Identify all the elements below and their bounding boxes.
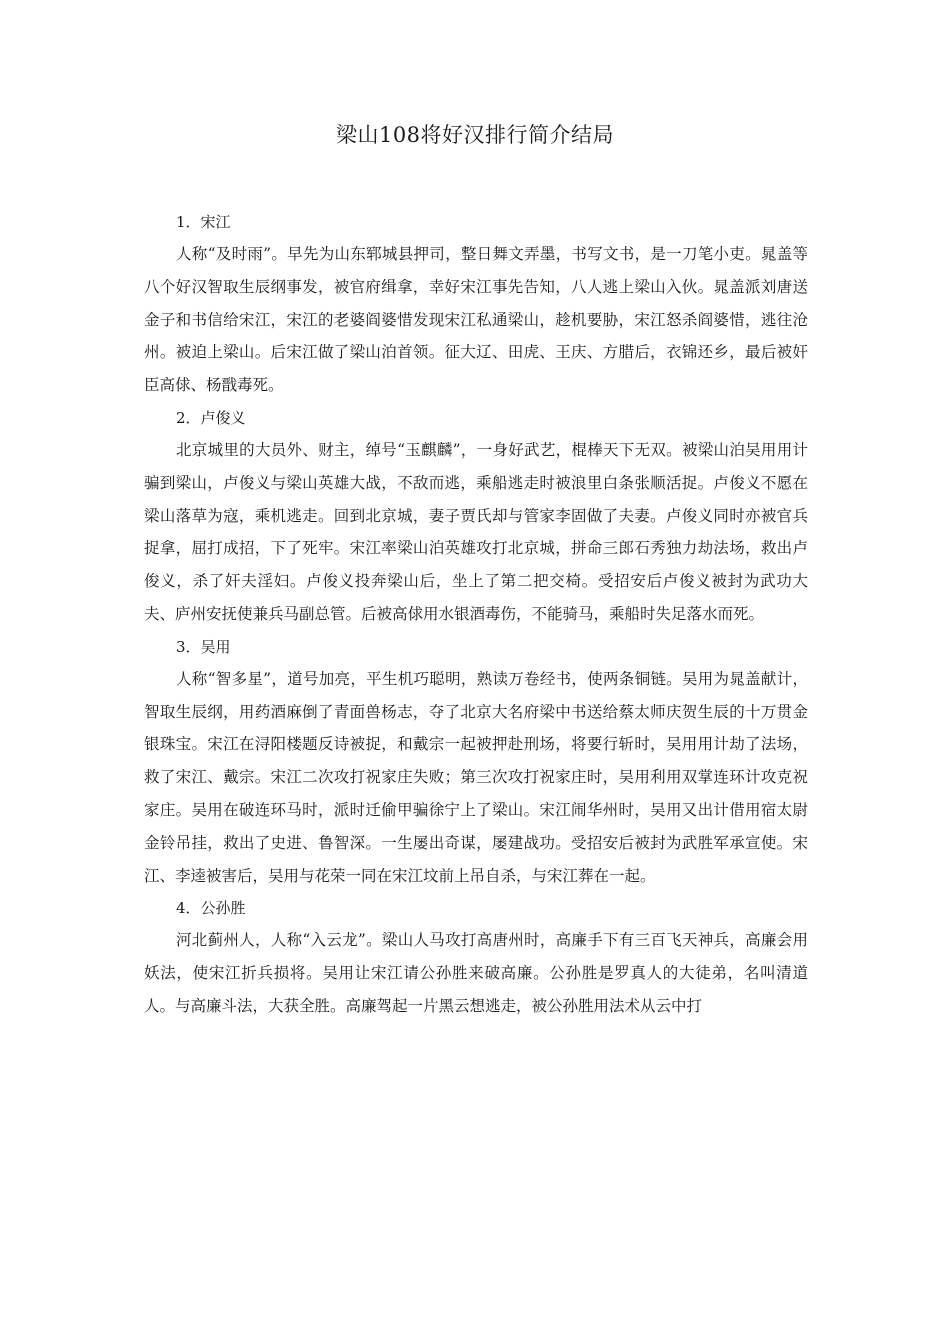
section-heading-wu-yong: 3．吴用 [176, 637, 231, 656]
section-heading-song-jiang: 1．宋江 [176, 213, 231, 231]
section-body-wu-yong: 人称“智多星”，道号加亮，平生机巧聪明，熟读万卷经书，使两条铜链。吴用为晁盖献计，智取生辰纲，用药酒麻倒了青面兽杨志，夺了北京大名府梁中书送给蔡太师庆贺生辰的十万贯金银珠宝。宋江在浔阳楼题反诗被捉，和戴宗一起被押赴刑场，将要行斩时，吴用用计劫了法场，救了宋江、戴宗。宋江二次攻打祝家庄失败；第三次攻打祝家庄时，吴用利用双掌连环计攻克祝家庄。吴用在破连环马时，派时迁偷甲骗徐宁上了梁山。宋江闹华州时，吴用又出计借用宿太尉金铃吊挂，救出了史进、鲁智深。一生屡出奇谋，屡建战功。受招安后被封为武胜军承宣使。宋江、李逵被害后，吴用与花荣一同在宋江坟前上吊自杀，与宋江葬在一起。 [144, 669, 808, 885]
section-body-gongsun-sheng: 河北蓟州人，人称“入云龙”。梁山人马攻打高唐州时，高廉手下有三百飞天神兵，高廉会用妖法，使宋江折兵损将。吴用让宋江请公孙胜来破高廉。公孙胜是罗真人的大徒弟，名叫清道人。与高廉斗法，大获全胜。高廉驾起一片黑云想逃走，被公孙胜用法术从云中打 [144, 931, 808, 1015]
section-heading-lu-junyi: 2．卢俊义 [176, 408, 246, 427]
section-body-song-jiang: 人称“及时雨”。早先为山东郓城县押司，整日舞文弄墨，书写文书，是一刀笔小吏。晁盖等八个好汉智取生辰纲事发，被官府缉拿，幸好宋江事先告知，八人逃上梁山入伙。晁盖派刘唐送金子和书信给宋江，宋江的老婆阎婆惜发现宋江私通梁山，趁机要胁，宋江怒杀阎婆惜，逃往沧州。被迫上梁山。后宋江做了梁山泊首领。征大辽、田虎、王庆、方腊后，衣锦还乡，最后被奸臣高俅、杨戬毒死。 [144, 245, 808, 395]
section-body-lu-junyi: 北京城里的大员外、财主，绰号“玉麒麟”，一身好武艺，棍棒天下无双。被梁山泊吴用用计骗到梁山，卢俊义与梁山英雄大战，不敌而逃，乘船逃走时被浪里白条张顺活捉。卢俊义不愿在梁山落草为寇，乘机逃走。回到北京城，妻子贾氏却与管家李固做了夫妻。卢俊义同时亦被官兵捉拿，屈打成招，下了死牢。宋江率梁山泊英雄攻打北京城，拼命三郎石秀独力劫法场，救出卢俊义，杀了奸夫淫妇。卢俊义投奔梁山后，坐上了第二把交椅。受招安后卢俊义被封为武功大夫、庐州安抚使兼兵马副总管。后被高俅用水银酒毒伤，不能骑马，乘船时失足落水而死。 [144, 440, 808, 623]
document-title: 梁山108将好汉排行简介结局 [335, 123, 615, 147]
document-content [144, 206, 808, 1023]
section-heading-gongsun-sheng: 4．公孙胜 [176, 899, 246, 918]
